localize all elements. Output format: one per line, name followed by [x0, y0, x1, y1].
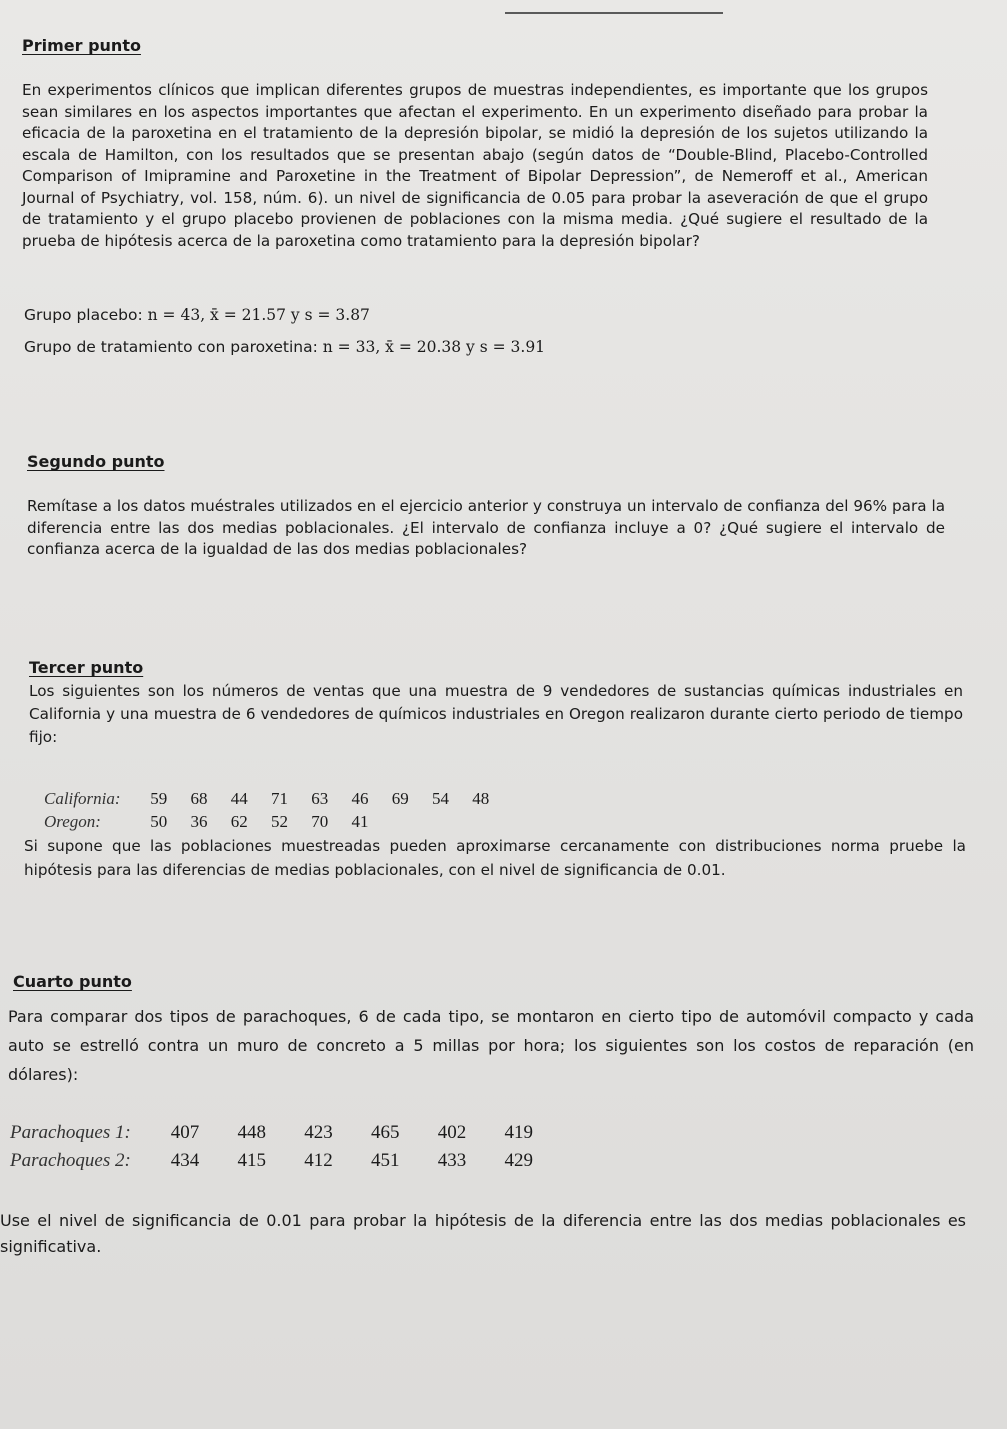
placebo-label: Grupo placebo: [24, 306, 143, 324]
placebo-line [24, 306, 370, 324]
section4-question: Use el nivel de significancia de 0.01 para probar la hipótesis de la diferencia entre las dos medias poblacionales es significativa. [0, 1211, 966, 1256]
treatment-stats: n = 33, x̄ = 20.38 y s = 3.91 [322, 338, 546, 356]
oregon-value: 70 [311, 812, 329, 831]
parachoques2-value: 451 [371, 1150, 400, 1171]
placebo-stats: n = 43, x̄ = 21.57 y s = 3.87 [147, 306, 370, 324]
parachoques1-value: 465 [371, 1122, 400, 1143]
parachoques1-label: Parachoques 1: [10, 1122, 131, 1143]
section1-paragraph: En experimentos clínicos que implican diferentes grupos de muestras independientes, es importante que los grupos sean similares en los aspectos importantes que afectan el experimento. En un experimento diseñado para probar la eficacia de la paroxetina en el tratamiento de la depresión bipolar, se midió la depresión de los sujetos utilizando la escala de Hamilton, con los resultados que se presentan abajo (según datos de “Double-Blind, Placebo-Controlled Comparison of Imipramine and Paroxetine in the Treatment of Bipolar Depression”, de Nemeroff et al., American Journal of Psychiatry, vol. 158, núm. 6). un nivel de significancia de 0.05 para probar la aseveración de que el grupo de tratamiento y el grupo placebo provienen de poblaciones con la misma media. ¿Qué sugiere el resultado de la prueba de hipótesis acerca de la paroxetina como tratamiento para la depresión bipolar? [22, 81, 928, 250]
california-value: 54 [432, 789, 449, 808]
parachoques2-value: 415 [237, 1150, 266, 1171]
section4-title: Cuarto punto [13, 972, 132, 991]
parachoques2-value: 429 [504, 1150, 533, 1171]
california-value: 59 [150, 789, 168, 808]
california-value: 46 [351, 789, 369, 808]
california-value: 71 [271, 789, 288, 808]
parachoques1-value: 402 [437, 1122, 467, 1143]
california-value: 48 [472, 789, 490, 808]
california-value: 44 [230, 789, 248, 808]
section2-title: Segundo punto [27, 452, 165, 471]
oregon-value: 52 [271, 812, 288, 831]
oregon-row [44, 812, 388, 832]
parachoques2-row [10, 1150, 567, 1172]
section4-paragraph: Para comparar dos tipos de parachoques, 6 de cada tipo, se montaron en cierto tipo de automóvil compacto y cada auto se estrelló contra un muro de concreto a 5 millas por hora; los siguientes son los costos de reparación (en dólares): [8, 1007, 974, 1084]
treatment-label: Grupo de tratamiento con paroxetina: [24, 338, 318, 356]
parachoques2-value: 412 [304, 1150, 333, 1171]
oregon-value: 36 [190, 812, 208, 831]
parachoques1-value: 423 [304, 1122, 333, 1143]
parachoques1-row [10, 1122, 567, 1144]
california-value: 68 [190, 789, 208, 808]
parachoques1-value: 407 [170, 1122, 200, 1143]
parachoques1-value: 448 [237, 1122, 266, 1143]
california-label: California: [44, 789, 121, 808]
section3-question: Si supone que las poblaciones muestreadas pueden aproximarse cercanamente con distribuciones norma pruebe la hipótesis para las diferencias de medias poblacionales, con el nivel de significancia de 0.01. [24, 837, 966, 879]
california-value: 63 [311, 789, 329, 808]
parachoques2-value: 433 [437, 1150, 467, 1171]
oregon-value: 50 [150, 812, 168, 831]
parachoques2-value: 434 [170, 1150, 200, 1171]
parachoques2-label: Parachoques 2: [10, 1150, 131, 1171]
oregon-label: Oregon: [44, 812, 101, 831]
section3-title: Tercer punto [29, 658, 144, 677]
parachoques1-value: 419 [504, 1122, 533, 1143]
california-value: 69 [391, 789, 409, 808]
treatment-line [24, 338, 545, 356]
top-rule [505, 12, 723, 14]
oregon-value: 41 [351, 812, 369, 831]
oregon-value: 62 [230, 812, 248, 831]
section1-title: Primer punto [22, 36, 141, 55]
section2-paragraph: Remítase a los datos muéstrales utilizados en el ejercicio anterior y construya un intervalo de confianza del 96% para la diferencia entre las dos medias poblacionales. ¿El intervalo de confianza incluye a 0? ¿Qué sugiere el intervalo de confianza acerca de la igualdad de las dos medias poblacionales? [27, 497, 945, 558]
section3-paragraph: Los siguientes son los números de ventas que una muestra de 9 vendedores de sustancias químicas industriales en California y una muestra de 6 vendedores de químicos industriales en Oregon realizaron durante cierto periodo de tiempo fijo: [29, 682, 963, 746]
california-row [44, 789, 508, 809]
